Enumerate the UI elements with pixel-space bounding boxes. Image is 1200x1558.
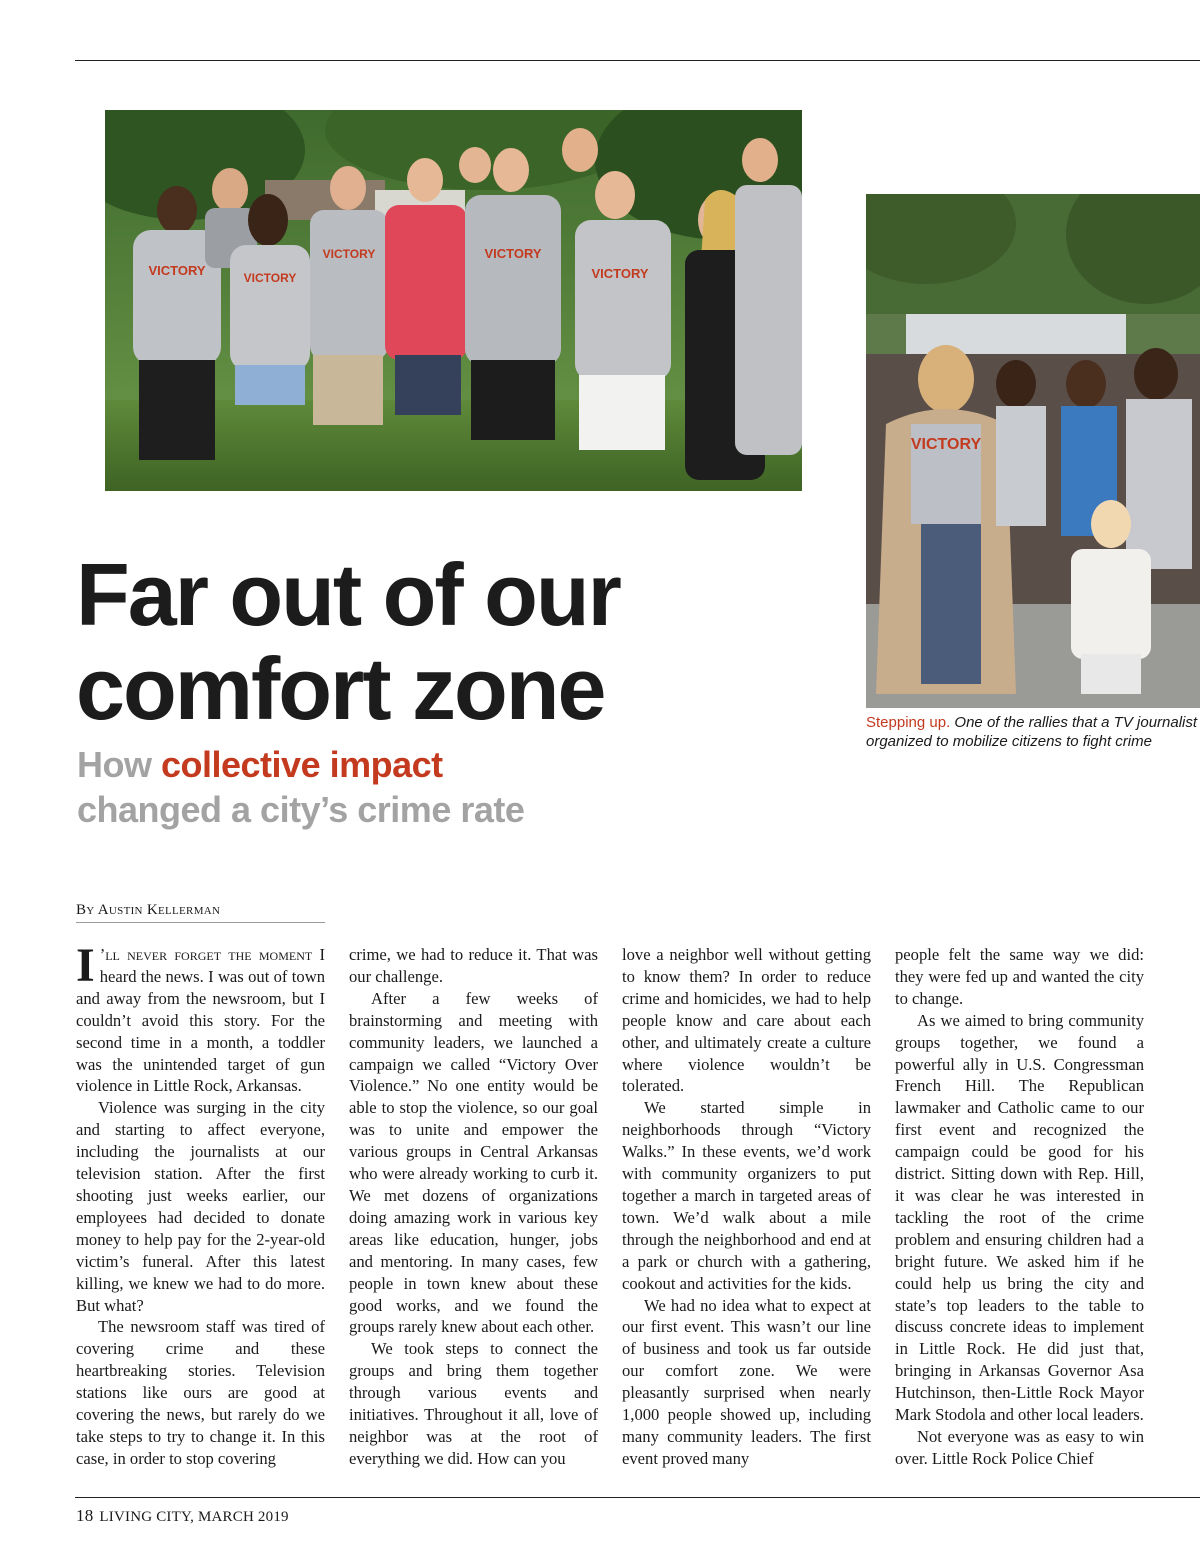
article-column-4	[895, 944, 1144, 1470]
group-photo-image	[105, 110, 802, 491]
bottom-rule	[75, 1497, 1200, 1498]
deck-accent: collective impact	[161, 744, 443, 785]
article-paragraph: love a neighbor well without getting to know them? In order to reduce crime and homicides, we had to help people know and care about each other, and ultimately create a culture where violence wouldn’t be tolerated.	[622, 945, 871, 1096]
rally-photo	[866, 194, 1200, 708]
article-paragraph: We took steps to connect the groups and bring them together through various events and initiatives. Throughout it all, love of neighbor was at the root of everything we did. How can you	[349, 1339, 598, 1468]
shirt-text: VICTORY	[591, 266, 649, 281]
shirt-text: VICTORY	[148, 263, 206, 278]
caption-body: One of the rallies that a TV journalist organized to mobilize citizens to fight crime	[866, 714, 1198, 750]
article-paragraph	[76, 939, 325, 1097]
article-paragraph: The newsroom staff was tired of covering crime and these heartbreaking stories. Television stations like ours are good at covering the news, but rarely do we take steps to try to change it. In this case, in order to stop covering	[76, 1317, 325, 1468]
article-paragraph: As we aimed to bring community groups together, we found a powerful ally in U.S. Congressman French Hill. The Republican lawmaker and Catholic came to our first event and recognized the campaign could be good for his district. Sitting down with Rep. Hill, it was clear he was interested in tackling the root of the crime problem and ensuring children had a bright future. We asked him if he could help us bring the city and state’s top leaders to the table to discuss concrete ideas to implement in Little Rock. He did just that, bringing in Arkansas Governor Asa Hutchinson, then-Little Rock Mayor Mark Stodola and other local leaders.	[895, 1010, 1144, 1425]
shirt-text: VICTORY	[322, 247, 376, 261]
article-paragraph: After a few weeks of brainstorming and meeting with community leaders, we launched a campaign we called “Victory Over Violence.” No one entity would be able to stop the violence, so our goal was to unite and empower the various groups in Central Arkansas who were already working to curb it. We met dozens of organizations doing amazing work in various key areas like education, hunger, jobs and mentoring. In many cases, few people in town knew about these good works, and we found the groups rarely knew about each other.	[349, 988, 598, 1337]
article-column-3	[622, 944, 871, 1470]
rally-shirt-text: VICTORY	[910, 436, 982, 453]
article-paragraph: We started simple in neighborhoods through “Victory Walks.” In these events, we’d work with community organizers to put together a march in targeted areas of town. We’d walk about a mile through the neighborhood and end at a park or church with a gathering, cookout and activities for the kids.	[622, 1098, 871, 1293]
headline: Far out of our comfort zone	[76, 545, 620, 738]
deck-post: changed a city’s crime rate	[77, 789, 525, 830]
article-column-1	[76, 939, 325, 1470]
rally-photo-image	[866, 194, 1200, 708]
paragraph-text: heard the news. I was out of town and away from the newsroom, but I couldn’t avoid this story. For the second time in a month, a toddler was the unintended target of gun violence in Little Rock, Arkansas.	[76, 966, 325, 1096]
deck-pre: How	[77, 744, 161, 785]
article-paragraph: Not everyone was as easy to win over. Little Rock Police Chief	[895, 1426, 1144, 1468]
shirt-text: VICTORY	[243, 271, 297, 285]
folio	[76, 1506, 289, 1526]
shirt-text: VICTORY	[484, 246, 542, 261]
article-paragraph: Violence was surging in the city and starting to affect everyone, including the journalists at our television station. After the first shooting just weeks earlier, our employees had decided to donate money to help pay for the 2-year-old victim’s funeral. After this latest killing, we knew we had to do more. But what?	[76, 1098, 325, 1315]
top-rule	[75, 60, 1200, 61]
deck	[77, 742, 837, 832]
lede-small-caps: ’ll never forget the moment I	[99, 945, 325, 964]
drop-cap: I	[76, 939, 95, 992]
page-number: 18	[76, 1506, 94, 1525]
article-column-2	[349, 944, 598, 1470]
photo-caption	[866, 714, 1200, 751]
article-paragraph: people felt the same way we did: they were fed up and wanted the city to change.	[895, 945, 1144, 1008]
publication-line: LIVING CITY, MARCH 2019	[99, 1509, 289, 1525]
byline: By Austin Kellerman	[76, 902, 325, 923]
caption-lead: Stepping up.	[866, 714, 951, 731]
group-photo	[105, 110, 802, 491]
article-paragraph: We had no idea what to expect at our first event. This wasn’t our line of business and took us far outside our comfort zone. We were pleasantly surprised when nearly 1,000 people showed up, including many community leaders. The first event proved many	[622, 1295, 871, 1468]
article-paragraph: crime, we had to reduce it. That was our challenge.	[349, 945, 598, 986]
